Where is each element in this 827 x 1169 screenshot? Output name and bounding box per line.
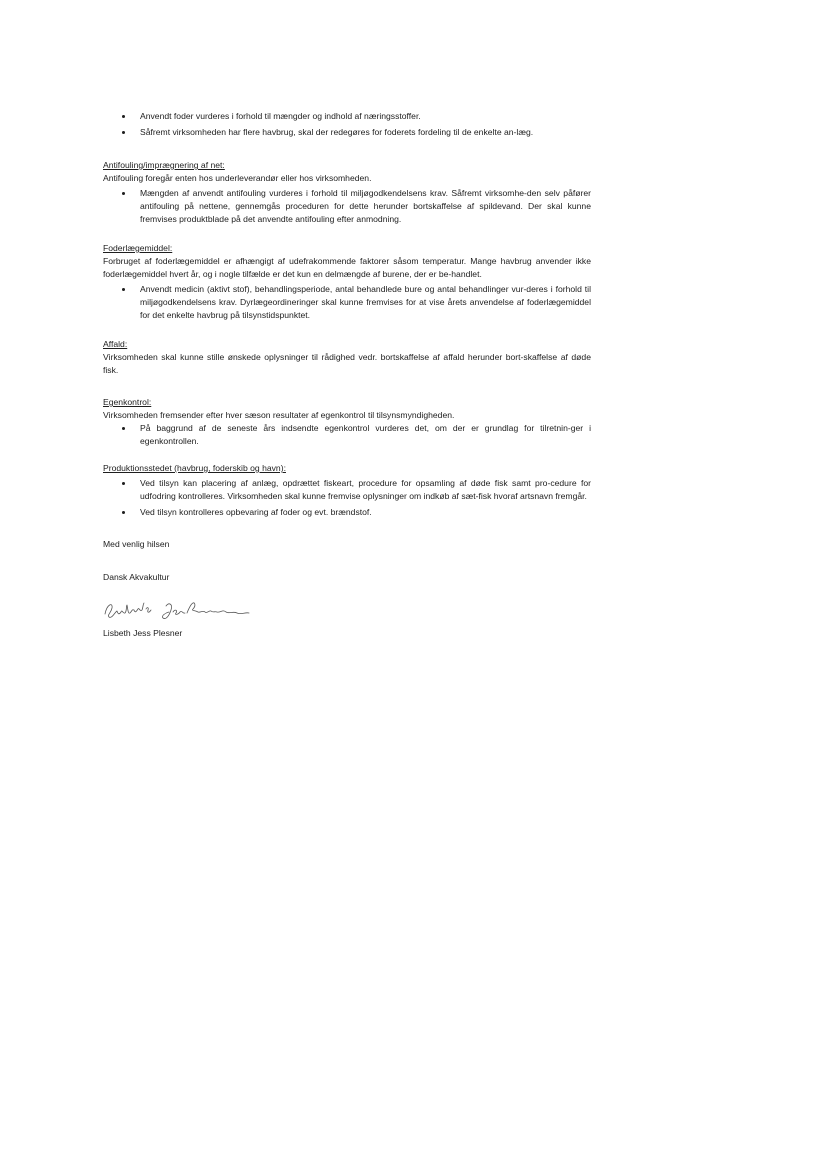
section-foderlaegemiddel — [103, 242, 591, 322]
section-heading: Antifouling/imprægnering af net: — [103, 160, 225, 170]
list-item: Ved tilsyn kan placering af anlæg, opdrættet fiskeart, procedure for opsamling af døde fisk samt pro-cedure for udfodring kontrolleres. Virksomheden skal kunne fremvise oplysninger om indkøb af sæt-fisk hvoraf artsnavn fremgår. — [103, 477, 591, 503]
section-egenkontrol — [103, 396, 591, 448]
list-item: På baggrund af de seneste års indsendte egenkontrol vurderes det, om der er grundlag for tilretnin-ger i egenkontrollen. — [103, 422, 591, 448]
list-item: Ved tilsyn kontrolleres opbevaring af foder og evt. brændstof. — [103, 506, 591, 519]
list-item: Såfremt virksomheden har flere havbrug, skal der redegøres for foderets fordeling til de enkelte an-læg. — [103, 126, 591, 139]
section-paragraph: Virksomheden fremsender efter hver sæson resultater af egenkontrol til tilsynsmyndigheden. — [103, 410, 455, 420]
organization-name: Dansk Akvakultur — [103, 572, 170, 582]
section-heading: Egenkontrol: — [103, 397, 152, 407]
section-heading: Foderlægemiddel: — [103, 243, 173, 253]
signer-name: Lisbeth Jess Plesner — [103, 628, 183, 638]
section-produktionsstedet — [103, 462, 591, 519]
list-item: Mængden af anvendt antifouling vurderes i forhold til miljøgodkendelsens krav. Såfremt virksomhe-den selv påfører antifouling på nettene, gennemgås proceduren for dette herunder bortskaffelse af spildevand. Der skal kunne fremvises produktblade på det anvendte antifouling efter anmodning. — [103, 187, 591, 226]
list-item: Anvendt foder vurderes i forhold til mængder og indhold af næringsstoffer. — [103, 110, 591, 123]
section-bullet-list — [103, 422, 591, 448]
section-affald — [103, 338, 591, 377]
section-antifouling — [103, 159, 591, 226]
section-bullet-list — [103, 283, 591, 322]
letter-body — [103, 110, 591, 640]
closing-greeting: Med venlig hilsen — [103, 539, 170, 549]
section-bullet-list — [103, 477, 591, 519]
section-heading: Produktionsstedet (havbrug, foderskib og havn): — [103, 463, 286, 473]
section-bullet-list — [103, 187, 591, 226]
section-heading: Affald: — [103, 339, 128, 349]
intro-bullet-list — [103, 110, 591, 139]
section-paragraph: Antifouling foregår enten hos underleverandør eller hos virksomheden. — [103, 173, 372, 183]
signature-image — [103, 598, 591, 622]
section-paragraph: Virksomheden skal kunne stille ønskede oplysninger til rådighed vedr. bortskaffelse af affald herunder bort-skaffelse af døde fisk. — [103, 352, 591, 375]
list-item: Anvendt medicin (aktivt stof), behandlingsperiode, antal behandlede bure og antal behandlinger vur-deres i forhold til miljøgodkendelsens krav. Dyrlægeordineringer skal kunne fremvises for at vise årets anvendelse af foderlægemiddel for det enkelte havbrug på tilsynstidspunktet. — [103, 283, 591, 322]
section-paragraph: Forbruget af foderlægemiddel er afhængigt af udefrakommende faktorer såsom temperatur. Mange havbrug anvender ikke foderlægemiddel hvert år, og i nogle tilfælde er det kun en delmængde af burene, der er be-handlet. — [103, 256, 591, 279]
